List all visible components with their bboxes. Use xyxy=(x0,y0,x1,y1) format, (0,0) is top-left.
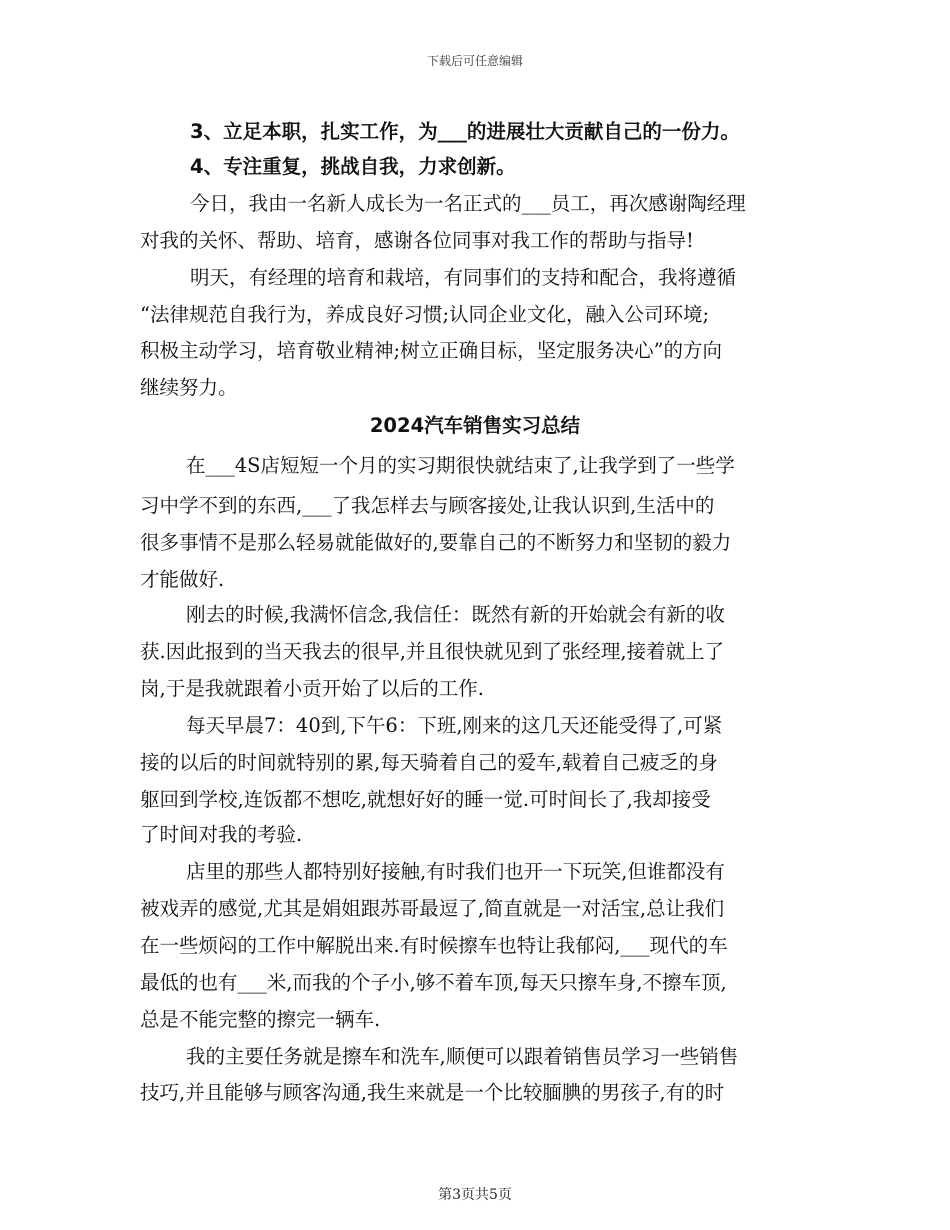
numbered-point-4: 4、专注重复，挑战自我，力求创新。 xyxy=(190,155,516,178)
paragraph-line: 了时间对我的考验. xyxy=(140,823,303,846)
paragraph-line: “法律规范自我行为，养成良好习惯;认同企业文化，融入公司环境; xyxy=(140,303,710,326)
paragraph-line: 积极主动学习，培育敬业精神;树立正确目标，坚定服务决心”的方向 xyxy=(140,339,723,362)
paragraph-line: 才能做好. xyxy=(140,568,225,591)
paragraph-line: 技巧,并且能够与顾客沟通,我生来就是一个比较腼腆的男孩子,有的时 xyxy=(140,1081,725,1104)
paragraph-line: 被戏弄的感觉,尤其是娟姐跟苏哥最逗了,简直就是一对活宝,总让我们 xyxy=(140,897,725,920)
paragraph-line: 获.因此报到的当天我去的很早,并且很快就见到了张经理,接着就上了 xyxy=(140,640,725,663)
paragraph-line: 刚去的时候,我满怀信念,我信任：既然有新的开始就会有新的收 xyxy=(186,603,725,626)
paragraph-line: 在___4S店短短一个月的实习期很快就结束了,让我学到了一些学 xyxy=(186,454,735,477)
paragraph-line: 每天早晨7：40到,下午6：下班,刚来的这几天还能受得了,可紧 xyxy=(186,714,723,737)
paragraph-line: 继续努力。 xyxy=(140,376,238,399)
section-title: 2024汽车销售实习总结 xyxy=(369,414,581,437)
paragraph-line: 我的主要任务就是擦车和洗车,顺便可以跟着销售员学习一些销售 xyxy=(186,1045,739,1068)
paragraph-line: 在一些烦闷的工作中解脱出来.有时候擦车也特让我郁闷,___现代的车 xyxy=(140,934,728,957)
page-header: 下载后可任意编辑 xyxy=(426,54,523,68)
paragraph-line: 岗,于是我就跟着小贡开始了以后的工作. xyxy=(140,677,484,700)
paragraph-line: 最低的也有___米,而我的个子小,够不着车顶,每天只擦车身,不擦车顶, xyxy=(140,971,727,994)
paragraph-line: 习中学不到的东西,___了我怎样去与顾客接处,让我认识到,生活中的 xyxy=(140,494,715,517)
paragraph-line: 今日，我由一名新人成长为一名正式的___员工，再次感谢陶经理 xyxy=(190,192,746,215)
paragraph-line: 躯回到学校,连饭都不想吃,就想好好的睡一觉.可时间长了,我却接受 xyxy=(140,788,711,811)
page-footer: 第3页共5页 xyxy=(438,1187,512,1203)
paragraph-line: 对我的关怀、帮助、培育，感谢各位同事对我工作的帮助与指导! xyxy=(140,229,694,252)
paragraph-line: 店里的那些人都特别好接触,有时我们也开一下玩笑,但谁都没有 xyxy=(186,860,725,883)
numbered-point-3: 3、立足本职，扎实工作，为___的进展壮大贡献自己的一份力。 xyxy=(190,120,740,143)
paragraph-line: 明天，有经理的培育和栽培，有同事们的支持和配合，我将遵循 xyxy=(190,266,737,289)
paragraph-line: 接的以后的时间就特别的累,每天骑着自己的爱车,载着自己疲乏的身 xyxy=(140,751,718,774)
paragraph-line: 总是不能完整的擦完一辆车. xyxy=(140,1008,381,1031)
paragraph-line: 很多事情不是那么轻易就能做好的,要靠自己的不断努力和坚韧的毅力 xyxy=(140,531,732,554)
